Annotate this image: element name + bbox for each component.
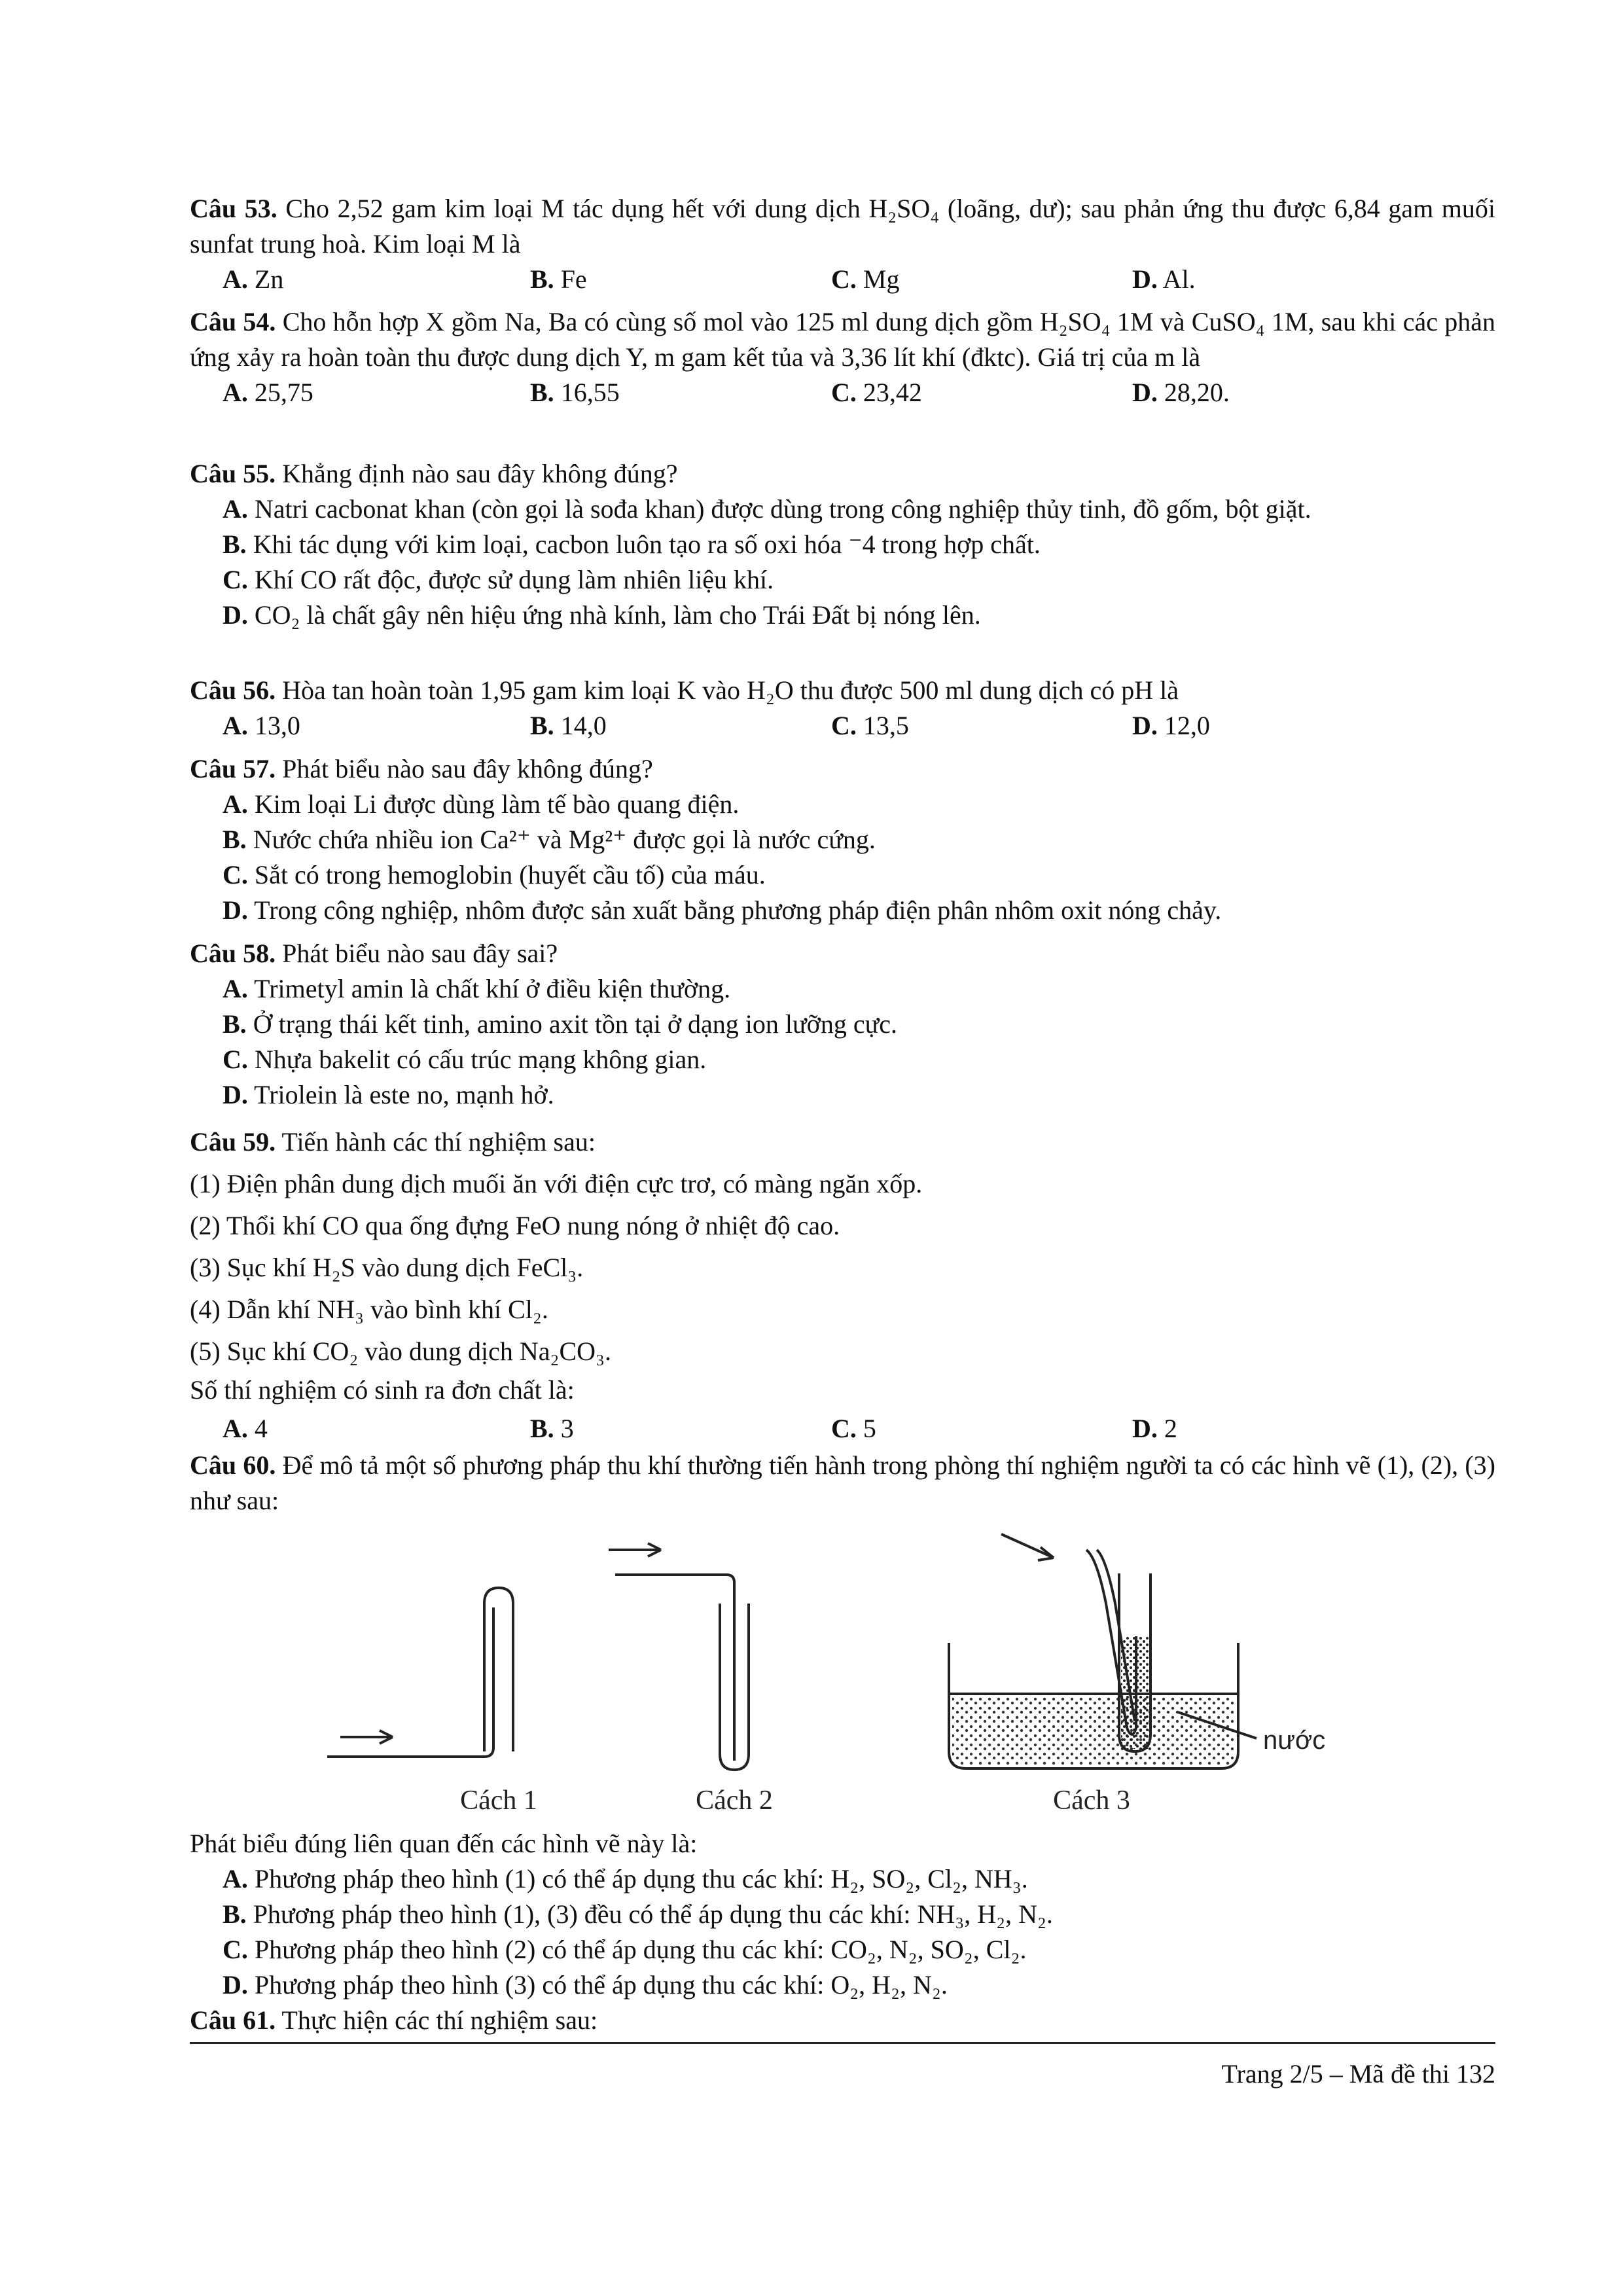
question-60-prompt: Phát biểu đúng liên quan đến các hình vẽ này là: xyxy=(190,1829,698,1858)
question-label: Câu 56. xyxy=(190,675,276,705)
question-54 xyxy=(190,304,1495,412)
question-label: Câu 61. xyxy=(190,2005,276,2035)
question-59 xyxy=(190,1121,1495,1444)
gas-collection-figure xyxy=(327,1532,1348,1820)
question-55 xyxy=(190,456,1495,633)
option-d: D. Triolein là este no, mạnh hở. xyxy=(223,1080,554,1109)
answer-options xyxy=(190,1408,1495,1444)
delivery-tube xyxy=(615,1575,734,1761)
question-61-stem xyxy=(190,2003,1495,2038)
question-60-stem xyxy=(190,1448,1495,1518)
question-56-stem xyxy=(190,673,1495,708)
answer-options xyxy=(190,708,1495,745)
question-text: Thực hiện các thí nghiệm sau: xyxy=(276,2005,598,2035)
question-label: Câu 59. xyxy=(190,1127,276,1157)
option-b: B. Ở trạng thái kết tinh, amino axit tồn tại ở dạng ion lưỡng cực. xyxy=(223,1009,898,1039)
option-c: C. 5 xyxy=(831,1414,876,1443)
question-label: Câu 60. xyxy=(190,1450,276,1480)
question-text: Để mô tả một số phương pháp thu khí thường tiến hành trong phòng thí nghiệm người ta có các hình vẽ (1), (2), (3) như sau: xyxy=(190,1450,1495,1515)
question-58-stem xyxy=(190,936,1495,971)
question-text: Phát biểu nào sau đây không đúng? xyxy=(276,754,653,783)
question-58 xyxy=(190,936,1495,1113)
option-c: C. Khí CO rất độc, được sử dụng làm nhiên liệu khí. xyxy=(223,565,774,594)
option-a: A. Zn xyxy=(223,264,284,294)
caption-method-1: Cách 1 xyxy=(460,1785,537,1816)
option-b: B. Khi tác dụng với kim loại, cacbon luôn tạo ra số oxi hóa ⁻4 trong hợp chất. xyxy=(223,529,1041,559)
question-59-prompt: Số thí nghiệm có sinh ra đơn chất là: xyxy=(190,1375,575,1405)
experiment-item: (5) Sục khí CO₂ vào dung dịch Na₂CO₃. xyxy=(190,1336,611,1366)
option-a: A. 25,75 xyxy=(223,378,313,407)
question-53 xyxy=(190,191,1495,298)
option-a: A. 13,0 xyxy=(223,711,300,740)
water-label: nước xyxy=(1263,1726,1326,1755)
question-label: Câu 58. xyxy=(190,939,276,968)
question-60-answers xyxy=(190,1826,1495,2003)
question-59-stem xyxy=(190,1121,1495,1163)
question-54-stem xyxy=(190,304,1495,375)
caption-method-2: Cách 2 xyxy=(696,1785,773,1816)
delivery-tube-bend xyxy=(327,1748,493,1757)
footer-divider xyxy=(190,2042,1495,2044)
option-b: B. 14,0 xyxy=(530,711,607,740)
option-a: A. Kim loại Li được dùng làm tế bào quang điện. xyxy=(223,789,740,819)
experiment-item: (4) Dẫn khí NH₃ vào bình khí Cl₂. xyxy=(190,1295,548,1324)
question-label: Câu 55. xyxy=(190,459,276,488)
arrow-shaft xyxy=(1001,1534,1054,1558)
question-label: Câu 54. xyxy=(190,307,276,336)
option-d: D. 12,0 xyxy=(1132,711,1210,740)
water-fill xyxy=(952,1694,1234,1765)
option-a: A. Phương pháp theo hình (1) có thể áp dụng thu các khí: H₂, SO₂, Cl₂, NH₃. xyxy=(223,1864,1028,1893)
method-3-apparatus xyxy=(949,1534,1257,1768)
option-b: B. 3 xyxy=(530,1414,574,1443)
option-b: B. Fe xyxy=(530,264,587,294)
experiment-item: (1) Điện phân dung dịch muối ăn với điện cực trơ, có màng ngăn xốp. xyxy=(190,1169,923,1198)
option-d: D. Phương pháp theo hình (3) có thể áp dụng thu các khí: O₂, H₂, N₂. xyxy=(223,1970,948,2000)
question-53-stem xyxy=(190,191,1495,262)
question-label: Câu 57. xyxy=(190,754,276,783)
question-56 xyxy=(190,673,1495,745)
option-a: A. 4 xyxy=(223,1414,268,1443)
question-60 xyxy=(190,1448,1495,1518)
option-d: D. CO₂ là chất gây nên hiệu ứng nhà kính, làm cho Trái Đất bị nóng lên. xyxy=(223,600,981,630)
question-text: Cho 2,52 gam kim loại M tác dụng hết với dung dịch H₂SO₄ (loãng, dư); sau phản ứng thu được 6,84 gam muối sunfat trung hoà. Kim loại M là xyxy=(190,194,1495,259)
question-text: Cho hỗn hợp X gồm Na, Ba có cùng số mol vào 125 ml dung dịch gồm H₂SO₄ 1M và CuSO₄ 1M, sau khi các phản ứng xảy ra hoàn toàn thu được dung dịch Y, m gam kết tủa và 3,36 lít khí (đktc). Giá trị của m là xyxy=(190,307,1495,372)
question-57-stem xyxy=(190,751,1495,787)
question-57 xyxy=(190,751,1495,928)
option-b: B. Nước chứa nhiều ion Ca²⁺ và Mg²⁺ được gọi là nước cứng. xyxy=(223,825,876,854)
option-d: D. 2 xyxy=(1132,1414,1177,1443)
option-b: B. Phương pháp theo hình (1), (3) đều có thể áp dụng thu các khí: NH₃, H₂, N₂. xyxy=(223,1899,1053,1929)
option-c: C. Phương pháp theo hình (2) có thể áp dụng thu các khí: CO₂, N₂, SO₂, Cl₂. xyxy=(223,1935,1027,1964)
option-b: B. 16,55 xyxy=(530,378,620,407)
option-c: C. 23,42 xyxy=(831,378,922,407)
test-tube-inverted xyxy=(484,1588,513,1751)
question-55-stem xyxy=(190,456,1495,492)
question-text: Tiến hành các thí nghiệm sau: xyxy=(276,1127,596,1157)
question-text: Khẳng định nào sau đây không đúng? xyxy=(276,459,678,488)
question-text: Phát biểu nào sau đây sai? xyxy=(276,939,558,968)
option-d: D. 28,20. xyxy=(1132,378,1230,407)
question-61 xyxy=(190,2003,1495,2038)
question-label: Câu 53. xyxy=(190,194,277,223)
method-2-apparatus xyxy=(609,1543,749,1770)
page-footer: Trang 2/5 – Mã đề thi 132 xyxy=(1221,2059,1495,2089)
experiment-item: (2) Thổi khí CO qua ống đựng FeO nung nóng ở nhiệt độ cao. xyxy=(190,1211,840,1240)
option-c: C. Sắt có trong hemoglobin (huyết cầu tố) của máu. xyxy=(223,860,766,889)
option-d: D. Trong công nghiệp, nhôm được sản xuất bằng phương pháp điện phân nhôm oxit nóng chảy. xyxy=(223,895,1222,925)
option-d: D. Al. xyxy=(1132,264,1196,294)
method-1-apparatus xyxy=(327,1588,513,1757)
option-c: C. 13,5 xyxy=(831,711,909,740)
option-a: A. Trimetyl amin là chất khí ở điều kiện thường. xyxy=(223,974,731,1003)
option-a: A. Natri cacbonat khan (còn gọi là sođa khan) được dùng trong công nghiệp thủy tinh, đồ gốm, bột giặt. xyxy=(223,494,1311,524)
option-c: C. Nhựa bakelit có cấu trúc mạng không gian. xyxy=(223,1045,707,1074)
experiment-item: (3) Sục khí H₂S vào dung dịch FeCl₃. xyxy=(190,1253,584,1282)
answer-options xyxy=(190,375,1495,412)
option-c: C. Mg xyxy=(831,264,900,294)
caption-method-3: Cách 3 xyxy=(1053,1785,1130,1816)
answer-options xyxy=(190,262,1495,298)
question-text: Hòa tan hoàn toàn 1,95 gam kim loại K vào H₂O thu được 500 ml dung dịch có pH là xyxy=(276,675,1179,705)
